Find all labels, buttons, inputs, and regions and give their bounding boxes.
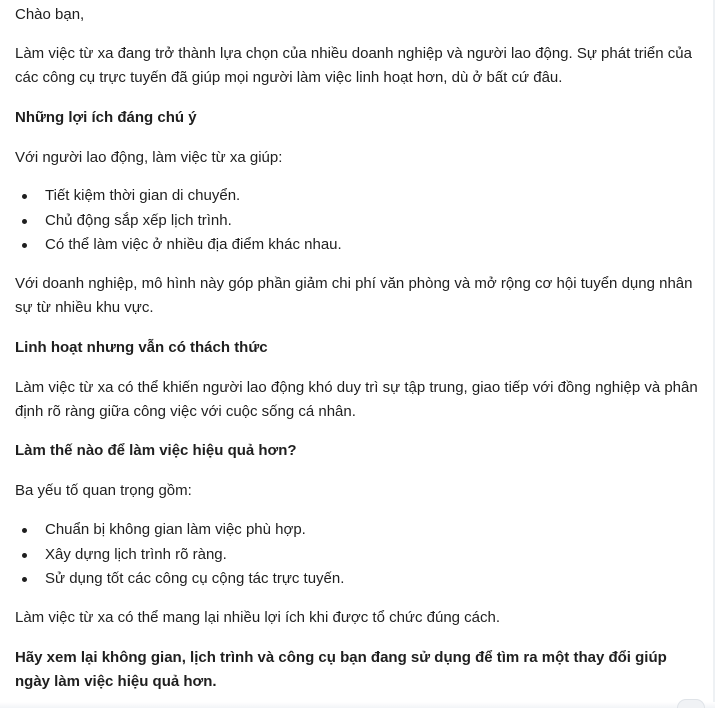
list-item: [15, 233, 705, 258]
scroll-down-button[interactable]: [677, 699, 705, 708]
intro-paragraph: Làm việc từ xa đang trở thành lựa chọn của nhiều doanh nghiệp và người lao động. Sự phát triển của các công cụ trực tuyến đã giúp mọi người làm việc linh hoạt hơn, dù ở bất cứ đâu.: [15, 45, 692, 86]
list-item-text: Chuẩn bị không gian làm việc phù hợp.: [45, 521, 306, 538]
bullet-icon: [22, 553, 27, 558]
bottom-shadow: [0, 702, 715, 708]
business-paragraph: Với doanh nghiệp, mô hình này góp phần giảm chi phí văn phòng và mở rộng cơ hội tuyển dụng nhân sự từ nhiều khu vực.: [15, 275, 693, 316]
list-item-text: Sử dụng tốt các công cụ cộng tác trực tuyến.: [45, 570, 345, 587]
list-item-text: Tiết kiệm thời gian di chuyển.: [45, 187, 241, 204]
list-item: [15, 567, 705, 592]
list-item-text: Có thể làm việc ở nhiều địa điểm khác nhau.: [45, 236, 342, 253]
closing-paragraph: Hãy xem lại không gian, lịch trình và công cụ bạn đang sử dụng để tìm ra một thay đổi giúp ngày làm việc hiệu quả hơn.: [15, 649, 667, 690]
benefits-list: [15, 184, 705, 258]
bullet-icon: [22, 577, 27, 582]
list-item: [15, 209, 705, 234]
list-item-text: Chủ động sắp xếp lịch trình.: [45, 211, 232, 229]
benefits-lead: Với người lao động, làm việc từ xa giúp:: [15, 149, 283, 166]
list-item: [15, 543, 705, 568]
challenges-heading: Linh hoạt nhưng vẫn có thách thức: [15, 339, 268, 356]
greeting-text: Chào bạn,: [15, 6, 85, 23]
bullet-icon: [22, 528, 27, 533]
list-item: [15, 518, 705, 543]
list-item-text: Xây dựng lịch trình rõ ràng.: [45, 545, 227, 563]
list-item: [15, 184, 705, 209]
efficiency-list: [15, 518, 705, 592]
benefits-heading: Những lợi ích đáng chú ý: [15, 109, 197, 126]
bullet-icon: [22, 219, 27, 224]
efficiency-lead: Ba yếu tố quan trọng gồm:: [15, 482, 192, 499]
bullet-icon: [22, 194, 27, 199]
summary-paragraph: Làm việc từ xa có thể mang lại nhiều lợi ích khi được tổ chức đúng cách.: [15, 609, 501, 626]
bullet-icon: [22, 243, 27, 248]
challenges-paragraph: Làm việc từ xa có thể khiến người lao động khó duy trì sự tập trung, giao tiếp với đồng nghiệp và phân định rõ ràng giữa công việc với cuộc sống cá nhân.: [15, 379, 698, 420]
efficiency-heading: Làm thế nào để làm việc hiệu quả hơn?: [15, 442, 297, 459]
